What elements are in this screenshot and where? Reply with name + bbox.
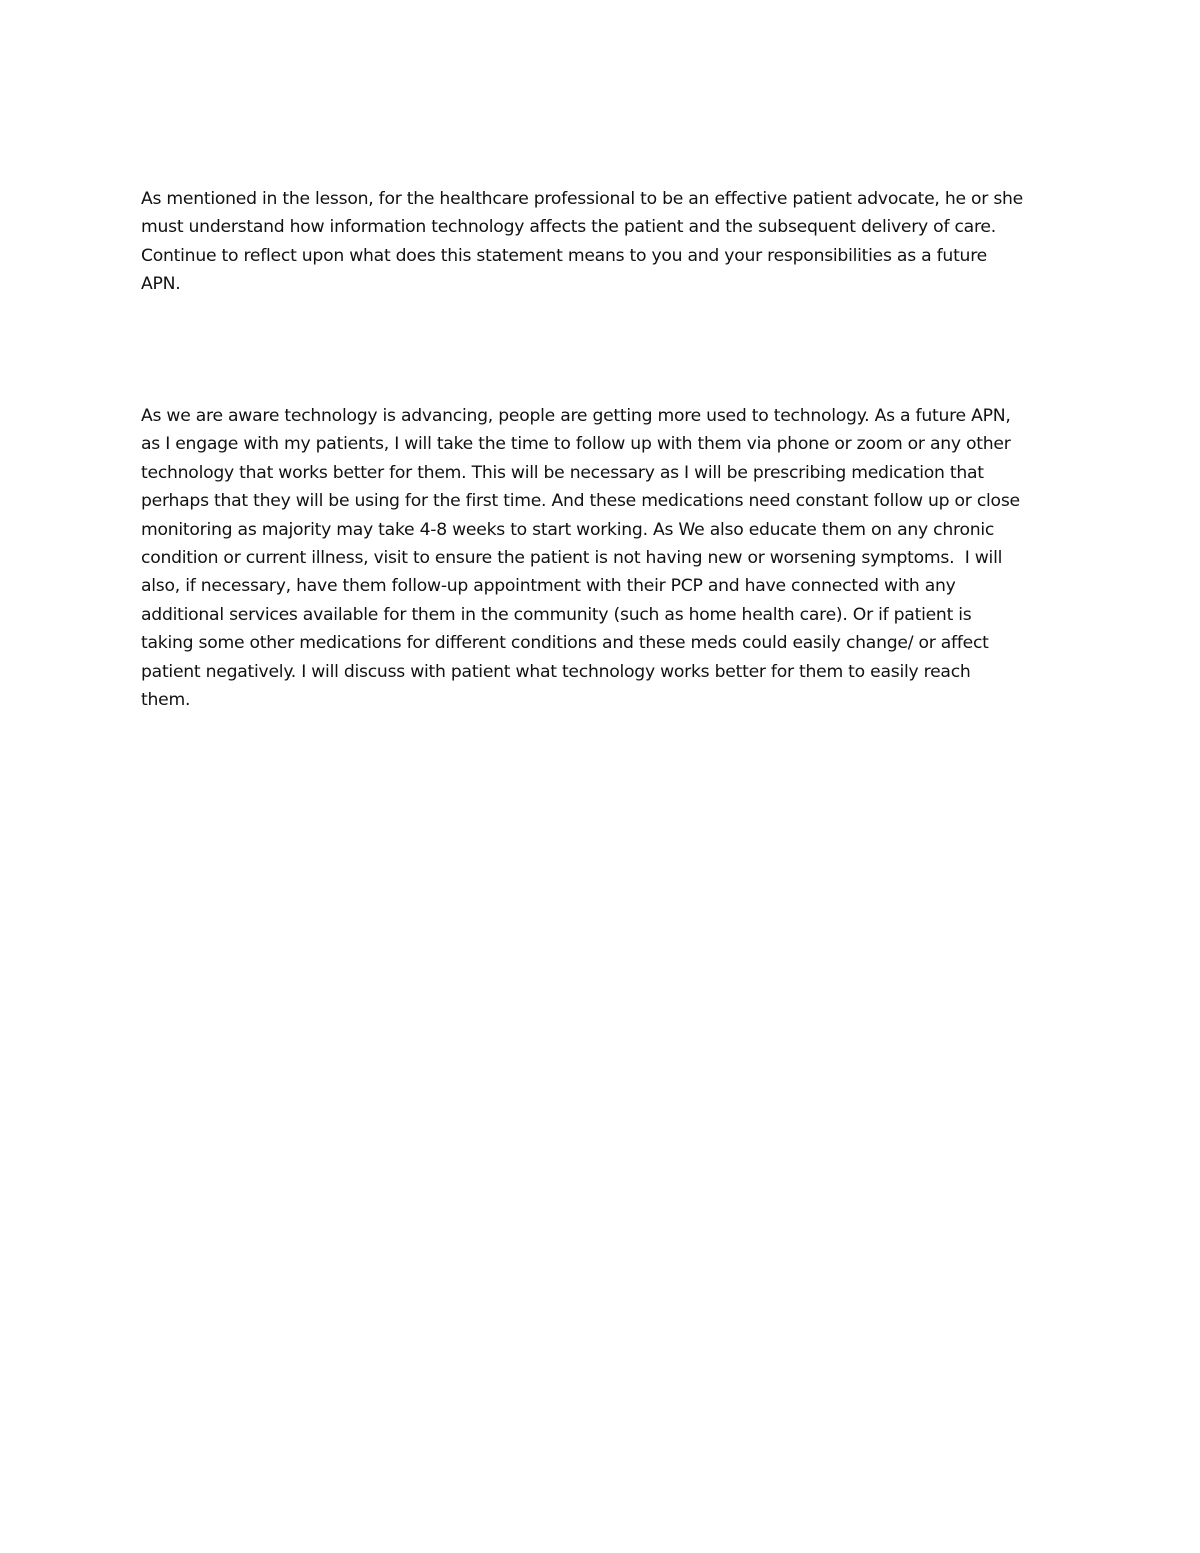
question-line: Continue to reflect upon what does this statement means to you and your responsibilities as a future bbox=[141, 245, 987, 266]
answer-line: perhaps that they will be using for the first time. And these medications need constant follow up or close bbox=[141, 491, 1020, 512]
answer-line: patient negatively. I will discuss with patient what technology works better for them to easily reach bbox=[141, 661, 971, 682]
answer-line: technology that works better for them. This will be necessary as I will be prescribing medication that bbox=[141, 462, 984, 483]
question-line: APN. bbox=[141, 274, 181, 295]
answer-line: As we are aware technology is advancing, people are getting more used to technology. As a future APN, bbox=[141, 406, 1011, 426]
answer-line: also, if necessary, have them follow-up appointment with their PCP and have connected with any bbox=[141, 576, 956, 597]
answer-line: monitoring as majority may take 4-8 weeks to start working. As We also educate them on any chronic bbox=[141, 519, 995, 540]
question-paragraph bbox=[141, 185, 1066, 299]
question-line: As mentioned in the lesson, for the healthcare professional to be an effective patient advocate, he or she bbox=[141, 189, 1023, 209]
answer-line: taking some other medications for different conditions and these meds could easily change/ or affect bbox=[141, 633, 989, 654]
answer-line: condition or current illness, visit to ensure the patient is not having new or worsening symptoms. I will bbox=[141, 547, 1003, 568]
answer-line: them. bbox=[141, 689, 191, 710]
question-line: must understand how information technology affects the patient and the subsequent delivery of care. bbox=[141, 217, 996, 238]
answer-line: as I engage with my patients, I will take the time to follow up with them via phone or zoom or any other bbox=[141, 434, 1011, 455]
answer-paragraph bbox=[141, 402, 1066, 714]
answer-line: additional services available for them in the community (such as home health care). Or if patient is bbox=[141, 604, 972, 625]
